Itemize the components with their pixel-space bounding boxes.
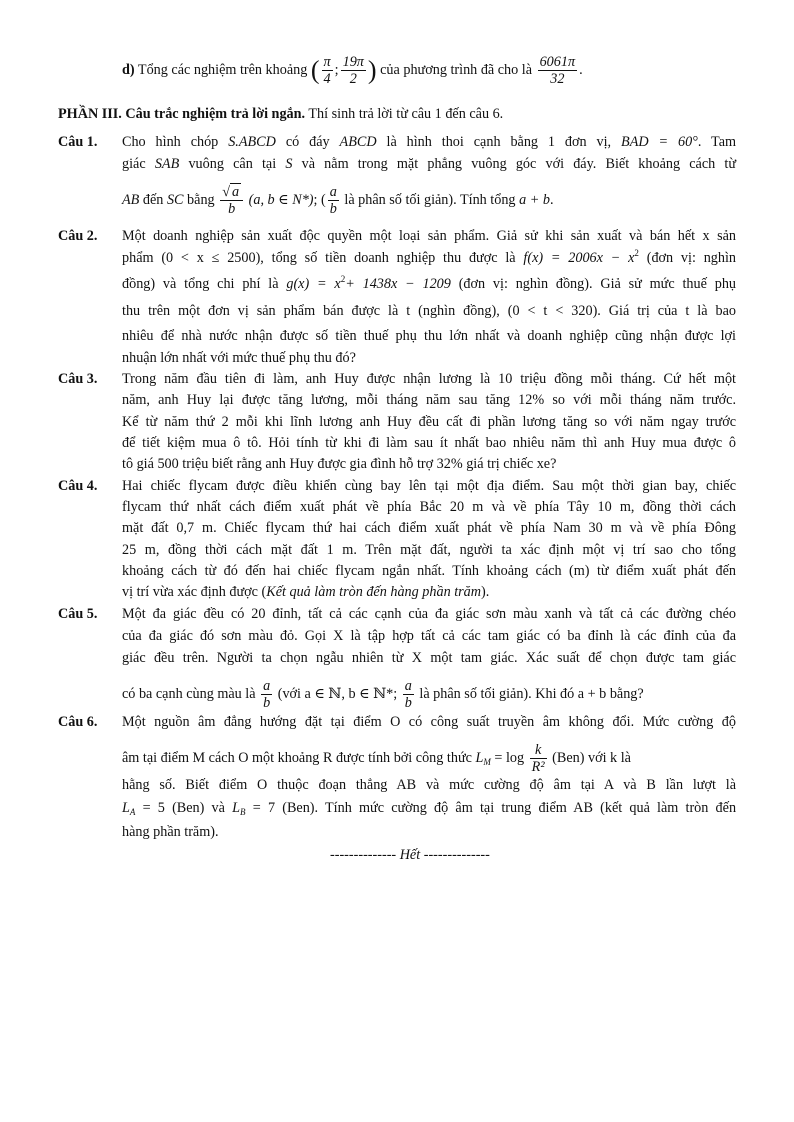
end-marker: -------------- Hết -------------- <box>330 847 490 863</box>
question-4-line-2: flycam thứ nhất cách điểm xuất phát về phía Bắc 20 m và về phía Tây 10 m, đồng thời cách <box>122 499 736 515</box>
question-5-line-2: của đa giác đó sơn màu đỏ. Gọi X là tập hợp tất cả các tam giác có ba đỉnh là các đỉnh của đa <box>122 628 736 644</box>
question-4-line-3: mặt đất 0,7 m. Chiếc flycam thứ hai cách điểm xuất phát về phía Nam 30 m và về phía Đông <box>122 520 736 536</box>
question-6-line-2: âm tại điểm M cách O một khoảng R được tính bởi công thức $L_M = \log$ $\frac{k}{\text{R²}}$ (Ben) với k là <box>122 742 631 775</box>
question-6-line-4: $L_A = 5$ (Ben) và $L_B = 7$ (Ben). Tính mức cường độ âm tại trung điểm AB (kết quả làm tròn đến <box>122 800 737 817</box>
question-1-line-3: AB đến SC bằng $\frac{√ a}{b}$ (a, b ∈ N*); ( $\frac{a}{b}$ là phân số tối giản). Tính tổng a + b. <box>122 184 554 217</box>
question-5-label: Câu 5. <box>58 606 98 622</box>
question-3-label: Câu 3. <box>58 371 98 387</box>
part-d-line: d) Tổng các nghiệm trên khoảng ( $\frac{\pi}{4}$ ; $\frac{19\pi}{2}$ ) của phương trình đã cho là $\frac{6061\pi}{32}$ . <box>122 54 583 87</box>
section-instruction: Thí sinh trả lời từ câu 1 đến câu 6. <box>308 106 504 122</box>
question-6-line-3: hằng số. Biết điểm O thuộc đoạn thẳng AB và mức cường độ âm tại A và B lần lượt là <box>122 777 736 793</box>
question-5-line-3: giác đều trên. Người ta chọn ngẫu nhiên từ X một tam giác. Xác suất để chọn được tam giác <box>122 650 736 666</box>
fraction-answer: $\frac{6061\pi}{32}$ <box>539 54 576 87</box>
question-3-line-4: để tiết kiệm mua ô tô. Hỏi tính từ khi đi làm sau ít nhất bao nhiêu năm thì anh Huy mua được ô <box>122 435 736 451</box>
question-1-line-2: giác SAB vuông cân tại S và nằm trong mặt phẳng vuông góc với đáy. Biết khoảng cách từ <box>122 156 737 172</box>
section-header <box>58 104 503 124</box>
question-6-line-1: Một nguồn âm đẳng hướng đặt tại điểm O có công suất truyền âm không đổi. Mức cường độ <box>122 714 736 730</box>
question-3-line-5: tô giá 500 triệu biết rằng anh Huy được gia đình hỗ trợ 32% giá trị chiếc xe? <box>122 456 557 472</box>
question-4-line-1: Hai chiếc flycam được điều khiển cùng bay lên tại một địa điểm. Sau một thời gian bay, chiếc <box>122 478 736 494</box>
question-2-line-5: nhiêu để nhà nước nhận được số tiền thuế phụ thu lớn nhất và doanh nghiệp cũng nhận được lợi <box>122 328 736 344</box>
question-4-line-4: 25 m, đồng thời cách mặt đất 1 m. Trên mặt đất, người ta xác định một vị trí sao cho tổng <box>122 542 736 558</box>
question-2-line-2: phẩm (0 < x ≤ 2500), tổng số tiền doanh nghiệp thu được là $f(x) = 2006x - x^2$ (đơn vị: nghìn <box>122 248 737 266</box>
part-d-text: Tổng các nghiệm trên khoảng <box>137 61 308 78</box>
question-5-line-4: có ba cạnh cùng màu là $\frac{a}{b}$ (với a ∈ ℕ, b ∈ ℕ*; $\frac{a}{b}$ là phân số tối giản). Khi đó a + b bằng? <box>122 678 644 711</box>
question-2-line-4: thu trên một đơn vị sản phẩm bán được là t (nghìn đồng), (0 < t < 320). Giá trị của t là bao <box>122 303 736 319</box>
question-1-line-1: Cho hình chóp S.ABCD có đáy ABCD là hình thoi cạnh bằng 1 đơn vị, BAD = 60°. Tam <box>122 134 737 150</box>
question-4-line-5: khoảng cách từ đó đến hai chiếc flycam ngắn nhất. Tính khoảng cách (m) từ điểm xuất phát đến <box>122 563 736 579</box>
question-6-line-5: hàng phần trăm). <box>122 824 219 840</box>
question-3-line-2: năm, anh Huy lại được tăng lương, mỗi tháng năm sau tăng 12% so với mỗi tháng năm trước. <box>122 392 736 408</box>
question-3-line-1: Trong năm đầu tiên đi làm, anh Huy được nhận lương là 10 triệu đồng mỗi tháng. Cứ hết một <box>122 371 736 387</box>
section-title: PHẦN III. Câu trắc nghiệm trả lời ngắn. <box>58 106 306 122</box>
part-d-label: d) <box>122 61 135 78</box>
question-2-line-1: Một doanh nghiệp sản xuất độc quyền một loại sản phẩm. Giả sử khi sản xuất và bán hết x sản <box>122 228 736 244</box>
part-d-text2: của phương trình đã cho là <box>380 61 533 78</box>
question-2-line-3: đồng) và tổng chi phí là $g(x) = x^2+ 1438x - 1209$ (đơn vị: nghìn đồng). Giả sử mức thuế phụ <box>122 274 737 292</box>
question-1-label: Câu 1. <box>58 134 98 150</box>
question-5-line-1: Một đa giác đều có 20 đỉnh, tất cả các cạnh của đa giác sơn màu xanh và tất cả các đường chéo <box>122 606 736 622</box>
question-2-label: Câu 2. <box>58 228 98 244</box>
question-6-label: Câu 6. <box>58 714 98 730</box>
fraction-sqrt-a-b: $\frac{√ a}{b}$ <box>220 184 243 217</box>
question-4-line-6: vị trí vừa xác định được (Kết quả làm tròn đến hàng phần trăm). <box>122 584 490 600</box>
question-3-line-3: Kể từ năm thứ 2 mỗi khi lĩnh lương anh Huy đều cất đi phần lương tăng so với năm ngay trước <box>122 414 736 430</box>
fraction-pi-4: $\frac{\pi}{4}$ <box>323 54 331 87</box>
question-2-line-6: nhuận lớn nhất với mức thuế phụ thu đó? <box>122 350 356 366</box>
question-4-label: Câu 4. <box>58 478 98 494</box>
fraction-19pi-2: $\frac{19\pi}{2}$ <box>342 54 364 87</box>
